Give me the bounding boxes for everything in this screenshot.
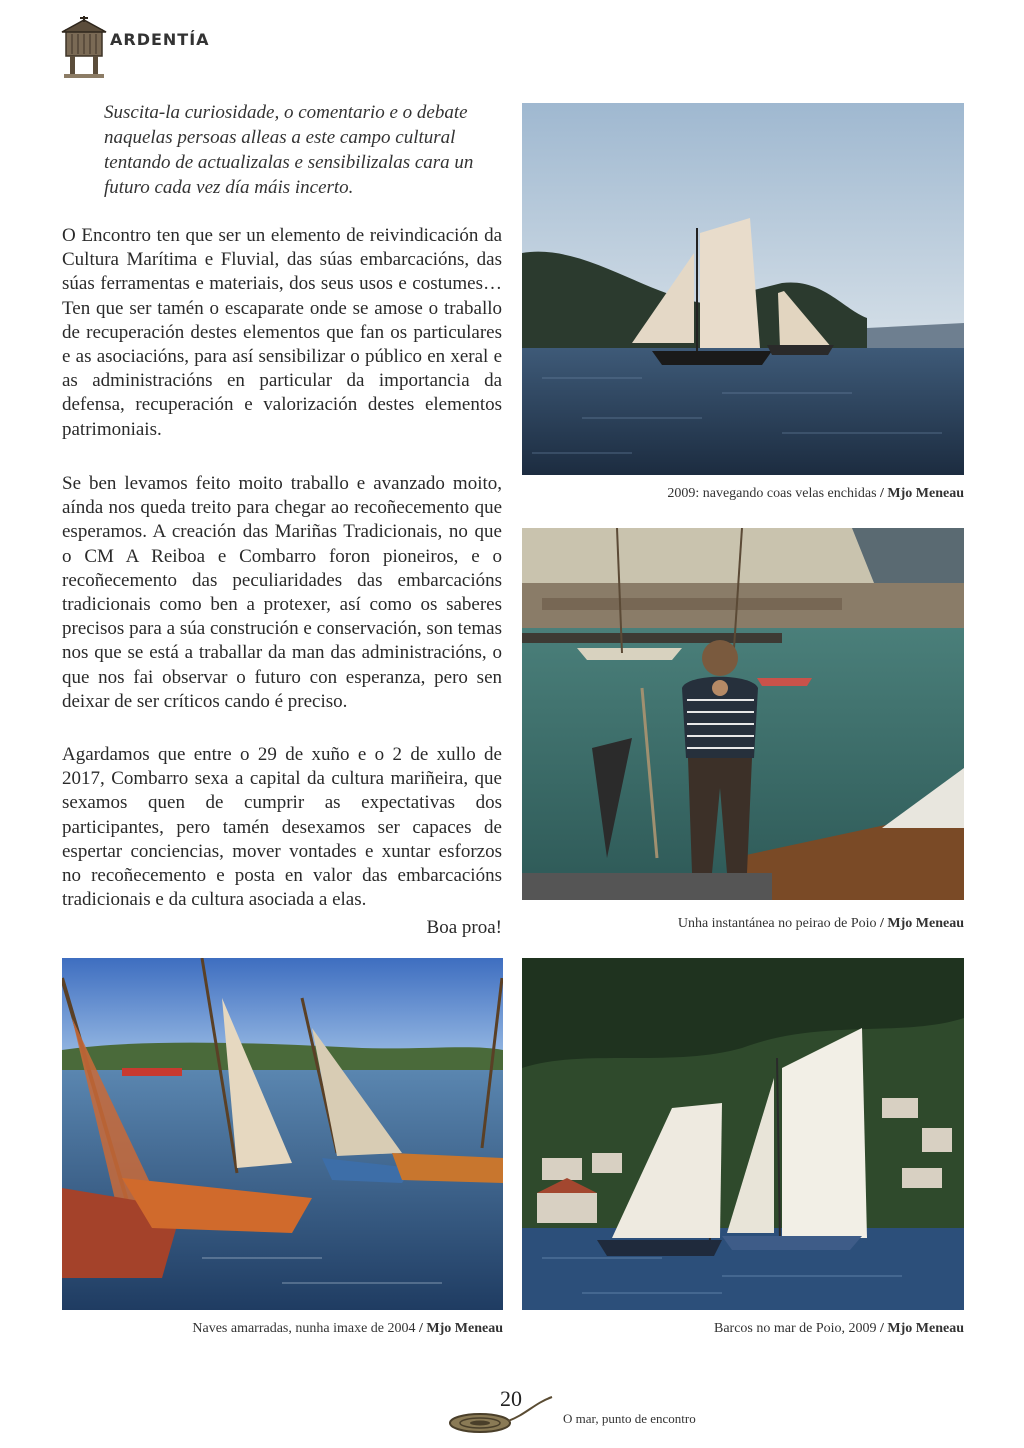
- caption-text: 2009: navegando coas velas enchidas: [667, 486, 877, 501]
- granary-icon: [60, 16, 108, 80]
- caption-credit: / Mjo Meneau: [419, 1321, 503, 1336]
- caption-credit: / Mjo Meneau: [880, 916, 964, 931]
- paragraph-1: O Encontro ten que ser un elemento de reivindicación da Cultura Marítima e Fluvial, das súas embarcacións, das súas ferramentas e materiais, dos seus usos e costumes… Ten que ser tamén o escaparate onde se amose o traballo de recuperación destes elementos que fan os particulares e as asociacións, para así sensibilizar o público en xeral e as administracións en particular da importancia da defensa, recuperación e valorización destes elementos patrimoniais.: [62, 225, 502, 440]
- caption-credit: / Mjo Meneau: [880, 486, 964, 501]
- caption-text: Naves amarradas, nunha imaxe de 2004: [192, 1321, 416, 1336]
- photo-pier-poio: [522, 528, 964, 900]
- photo-sailing-boats: [522, 103, 964, 475]
- photo-moored-boats: [62, 958, 503, 1310]
- brand-title: ARDENTÍA: [110, 30, 210, 49]
- photo-poio-sea: [522, 958, 964, 1310]
- paragraph-3: Agardamos que entre o 29 de xuño e o 2 de xullo de 2017, Combarro sexa a capital da cultura mariñeira, que sexamos quen de cumprir as expectativas dos participantes, pero tamén desexamos ser capaces de espertar conciencias, mover vontades e xuntar esforzos no recoñecemento e posta en valor das embarcacións tradicionais e da cultura asociada a elas.: [62, 744, 502, 911]
- intro-quote: Suscita-la curiosidade, o comentario e o debate naquelas persoas alleas a este campo cultural tentando de actualizalas e sensibilizalas cara un futuro cada vez día máis incerto.: [104, 102, 474, 198]
- caption-photo-4: [522, 1320, 964, 1338]
- caption-photo-1: [522, 485, 964, 503]
- caption-credit: / Mjo Meneau: [880, 1321, 964, 1336]
- page-number: 20: [500, 1386, 522, 1411]
- caption-text: Barcos no mar de Poio, 2009: [713, 1321, 877, 1336]
- caption-photo-3: [62, 1320, 503, 1338]
- caption-photo-2: [522, 915, 964, 933]
- paragraph-2: Se ben levamos feito moito traballo e avanzado moito, aínda nos queda treito para chegar ao recoñecemento que esperamos. A creación das Mariñas Tradicionais, no que o CM A Reiboa e Combarro foron pioneiros, e o recoñecemento das peculiaridades das embarcacións tradicionais como ben a protexer, así como os saberes precisos para a súa construción e conservación, son temas nos que se está a traballar da man das administracións, o que nos fai observar o futuro con esperanza, pero sen deixar de ser críticos cando é preciso.: [62, 473, 502, 712]
- caption-text: Unha instantánea no peirao de Poio: [677, 916, 877, 931]
- signoff: Boa proa!: [426, 917, 502, 938]
- footer-tagline: O mar, punto de encontro: [563, 1411, 696, 1426]
